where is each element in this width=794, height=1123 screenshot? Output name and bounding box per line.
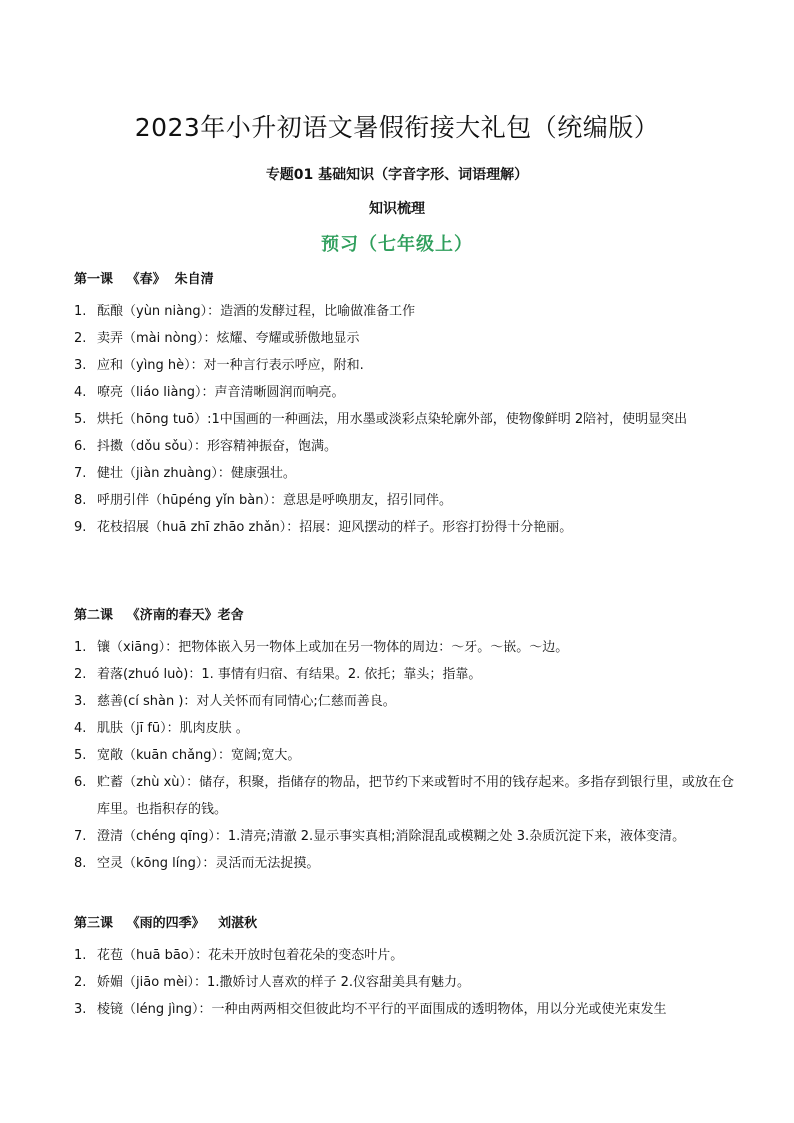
item-text: 娇媚（jiāo mèi）：1.撒娇讨人喜欢的样子 2.仪容甜美具有魅力。 — [97, 975, 470, 990]
list-item — [74, 688, 734, 715]
item-text: 宽敞（kuān chǎng）：宽阔;宽大。 — [97, 748, 301, 763]
lesson-1 — [74, 271, 734, 541]
item-number: 6. — [74, 439, 87, 454]
item-text: 烘托（hōng tuō）:1中国画的一种画法，用水墨或淡彩点染轮廓外部，使物像鲜明 2陪衬，使明显突出 — [97, 412, 688, 427]
list-item — [74, 715, 734, 742]
item-text: 慈善(cí shàn )：对人关怀而有同情心;仁慈而善良。 — [97, 694, 396, 709]
item-text: 应和（yìng hè）：对一种言行表示呼应，附和. — [97, 358, 364, 373]
item-number: 3. — [74, 1002, 87, 1017]
item-number: 6. — [74, 775, 87, 790]
list-item — [74, 325, 734, 352]
list-item — [74, 298, 734, 325]
lesson-2 — [74, 607, 734, 877]
item-number: 1. — [74, 304, 87, 319]
list-item — [74, 769, 734, 823]
list-item — [74, 487, 734, 514]
item-number: 3. — [74, 694, 87, 709]
list-item — [74, 406, 734, 433]
item-number: 5. — [74, 412, 87, 427]
item-number: 2. — [74, 975, 87, 990]
item-text: 贮蓄（zhù xù）：储存，积聚，指储存的物品，把节约下来或暂时不用的钱存起来。多指存到银行里，或放在仓库里。也指积存的钱。 — [97, 775, 734, 817]
item-text: 棱镜（léng jìng）：一种由两两相交但彼此均不平行的平面围成的透明物体，用以分光或使光束发生 — [97, 1002, 667, 1017]
item-number: 2. — [74, 331, 87, 346]
item-number: 3. — [74, 358, 87, 373]
list-item — [74, 823, 734, 850]
item-number: 2. — [74, 667, 87, 682]
list-item — [74, 742, 734, 769]
list-item — [74, 996, 734, 1023]
lesson-title: 第二课 《济南的春天》老舍 — [74, 608, 244, 623]
item-text: 卖弄（mài nòng）：炫耀、夸耀或骄傲地显示 — [97, 331, 360, 346]
item-text: 镶（xiāng）：把物体嵌入另一物体上或加在另一物体的周边：～牙。～嵌。～边。 — [97, 640, 569, 655]
list-item — [74, 969, 734, 996]
item-number: 4. — [74, 385, 87, 400]
item-number: 7. — [74, 829, 87, 844]
item-text: 抖擞（dǒu sǒu）：形容精神振奋，饱满。 — [97, 439, 338, 454]
list-item — [74, 942, 734, 969]
item-text: 澄清（chéng qīng）：1.清亮;清澈 2.显示事实真相;消除混乱或模糊之处 3.杂质沉淀下来，液体变清。 — [97, 829, 686, 844]
list-item — [74, 634, 734, 661]
list-item — [74, 379, 734, 406]
section-heading: 预习（七年级上） — [321, 234, 473, 255]
item-text: 花苞（huā bāo）：花未开放时包着花朵的变态叶片。 — [97, 948, 404, 963]
lesson-title: 第三课 《雨的四季》 刘湛秋 — [74, 916, 258, 931]
item-text: 着落(zhuó luò)：1. 事情有归宿、有结果。2. 依托；靠头；指靠。 — [97, 667, 482, 682]
item-text: 嘹亮（liáo liàng）：声音清晰圆润而响亮。 — [97, 385, 345, 400]
item-text: 健壮（jiàn zhuàng）：健康强壮。 — [97, 466, 296, 481]
document-title: 2023年小升初语文暑假衔接大礼包（统编版） — [134, 113, 660, 142]
item-text: 肌肤（jī fū）：肌肉皮肤 。 — [97, 721, 249, 736]
list-item — [74, 850, 734, 877]
item-number: 1. — [74, 640, 87, 655]
list-item — [74, 661, 734, 688]
item-text: 花枝招展（huā zhī zhāo zhǎn）：招展：迎风摆动的样子。形容打扮得十分艳丽。 — [97, 520, 573, 535]
section-subtitle: 知识梳理 — [369, 201, 425, 217]
list-item — [74, 352, 734, 379]
list-item — [74, 460, 734, 487]
item-number: 5. — [74, 748, 87, 763]
list-item — [74, 433, 734, 460]
lesson-3 — [74, 915, 734, 1023]
item-text: 呼朋引伴（hūpéng yǐn bàn）：意思是呼唤朋友，招引同伴。 — [97, 493, 452, 508]
item-text: 空灵（kōng líng）：灵活而无法捉摸。 — [97, 856, 320, 871]
item-text: 酝酿（yùn niàng）：造酒的发酵过程，比喻做准备工作 — [97, 304, 416, 319]
item-number: 1. — [74, 948, 87, 963]
item-number: 9. — [74, 520, 87, 535]
item-number: 8. — [74, 856, 87, 871]
item-number: 7. — [74, 466, 87, 481]
item-number: 4. — [74, 721, 87, 736]
item-number: 8. — [74, 493, 87, 508]
list-item — [74, 514, 734, 541]
lesson-title: 第一课 《春》 朱自清 — [74, 272, 214, 287]
topic-subtitle: 专题01 基础知识（字音字形、词语理解） — [265, 167, 529, 183]
